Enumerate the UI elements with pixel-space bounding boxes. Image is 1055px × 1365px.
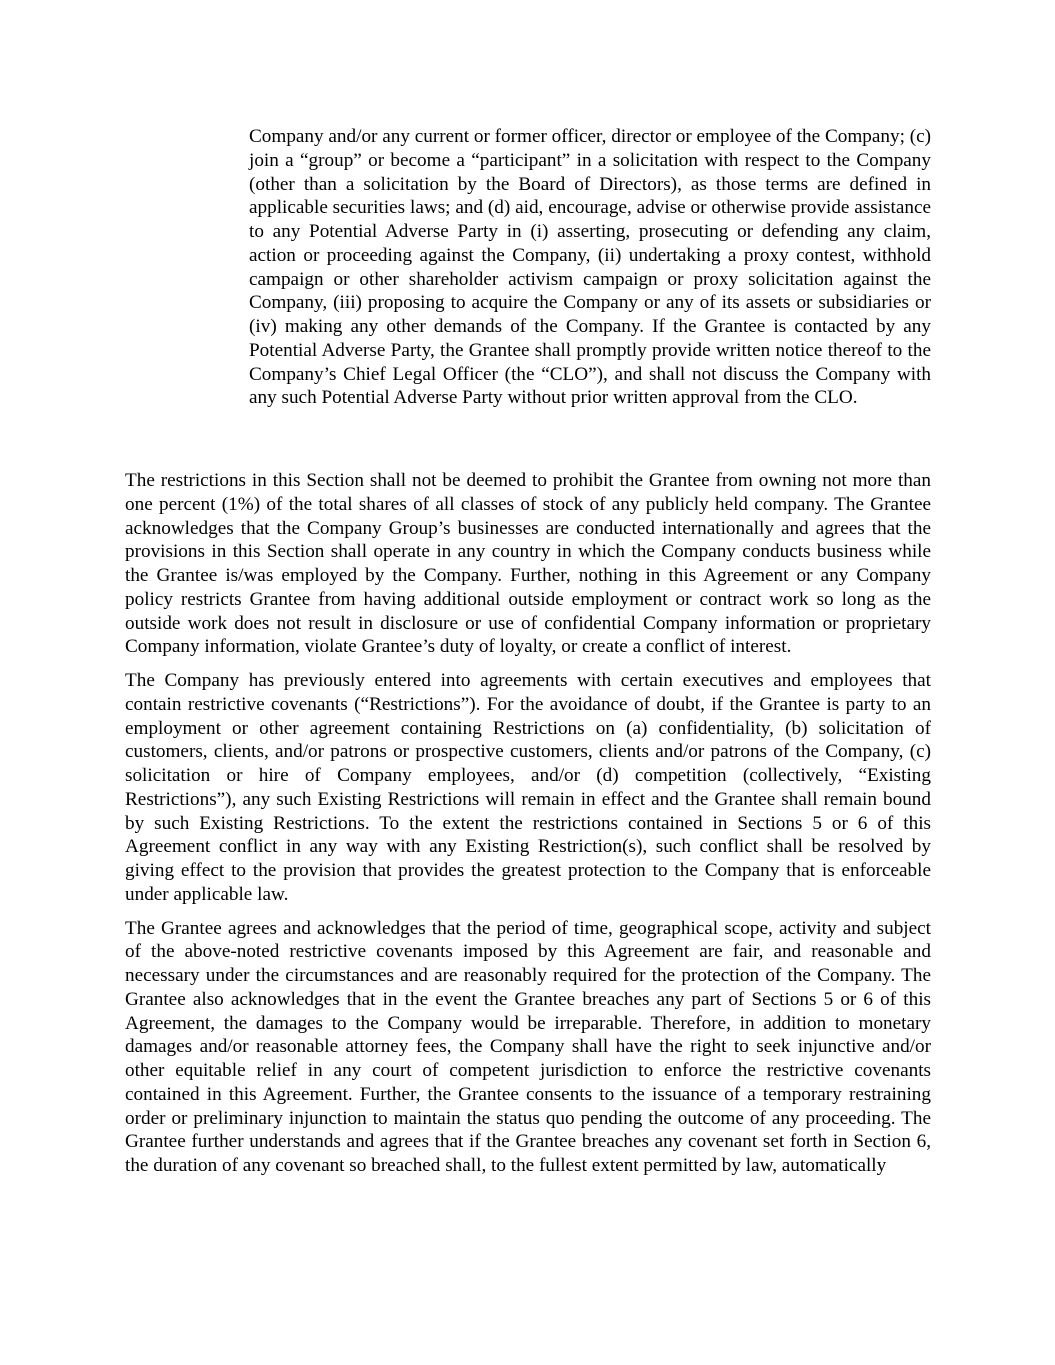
paragraph-restrictions-ownership: The restrictions in this Section shall not be deemed to prohibit the Grantee from owning not more than one percent (1%) of the total shares of all classes of stock of any publicly held company. The Grantee acknowledges that the Company Group’s businesses are conducted internationally and agrees that the provisions in this Section shall operate in any country in which the Company conducts business while the Grantee is/was employed by the Company. Further, nothing in this Agreement or any Company policy restricts Grantee from having additional outside employment or contract work so long as the outside work does not result in disclosure or use of confidential Company information or proprietary Company information, violate Grantee’s duty of loyalty, or create a conflict of interest. — [125, 470, 931, 658]
paragraph-existing-restrictions: The Company has previously entered into agreements with certain executives and employees that contain restrictive covenants (“Restrictions”). For the avoidance of doubt, if the Grantee is party to an employment or other agreement containing Restrictions on (a) confidentiality, (b) solicitation of customers, clients, and/or patrons or prospective customers, clients and/or patrons of the Company, (c) solicitation or hire of Company employees, and/or (d) competition (collectively, “Existing Restrictions”), any such Existing Restrictions will remain in effect and the Grantee shall remain bound by such Existing Restrictions. To the extent the restrictions contained in Sections 5 or 6 of this Agreement conflict in any way with any Existing Restriction(s), such conflict shall be resolved by giving effect to the provision that provides the greatest protection to the Company that is enforceable under applicable law. — [125, 670, 931, 905]
indented-clause-paragraph: Company and/or any current or former officer, director or employee of the Company; (c) join a “group” or become a “participant” in a solicitation with respect to the Company (other than a solicitation by the Board of Directors), as those terms are defined in applicable securities laws; and (d) aid, encourage, advise or otherwise provide assistance to any Potential Adverse Party in (i) asserting, prosecuting or defending any claim, action or proceeding against the Company, (ii) undertaking a proxy contest, withhold campaign or other shareholder activism campaign or proxy solicitation against the Company, (iii) proposing to acquire the Company or any of its assets or subsidiaries or (iv) making any other demands of the Company. If the Grantee is contacted by any Potential Adverse Party, the Grantee shall promptly provide written notice thereof to the Company’s Chief Legal Officer (the “CLO”), and shall not discuss the Company with any such Potential Adverse Party without prior written approval from the CLO. — [249, 126, 931, 409]
paragraph-injunctive-relief: The Grantee agrees and acknowledges that the period of time, geographical scope, activity and subject of the above-noted restrictive covenants imposed by this Agreement are fair, and reasonable and necessary under the circumstances and are reasonably required for the protection of the Company. The Grantee also acknowledges that in the event the Grantee breaches any part of Sections 5 or 6 of this Agreement, the damages to the Company would be irreparable. Therefore, in addition to monetary damages and/or reasonable attorney fees, the Company shall have the right to seek injunctive and/or other equitable relief in any court of competent jurisdiction to enforce the restrictive covenants contained in this Agreement. Further, the Grantee consents to the issuance of a temporary restraining order or preliminary injunction to maintain the status quo pending the outcome of any proceeding. The Grantee further understands and agrees that if the Grantee breaches any covenant set forth in Section 6, the duration of any covenant so breached shall, to the fullest extent permitted by law, automatically — [125, 917, 931, 1176]
body-paragraphs — [125, 469, 931, 1188]
